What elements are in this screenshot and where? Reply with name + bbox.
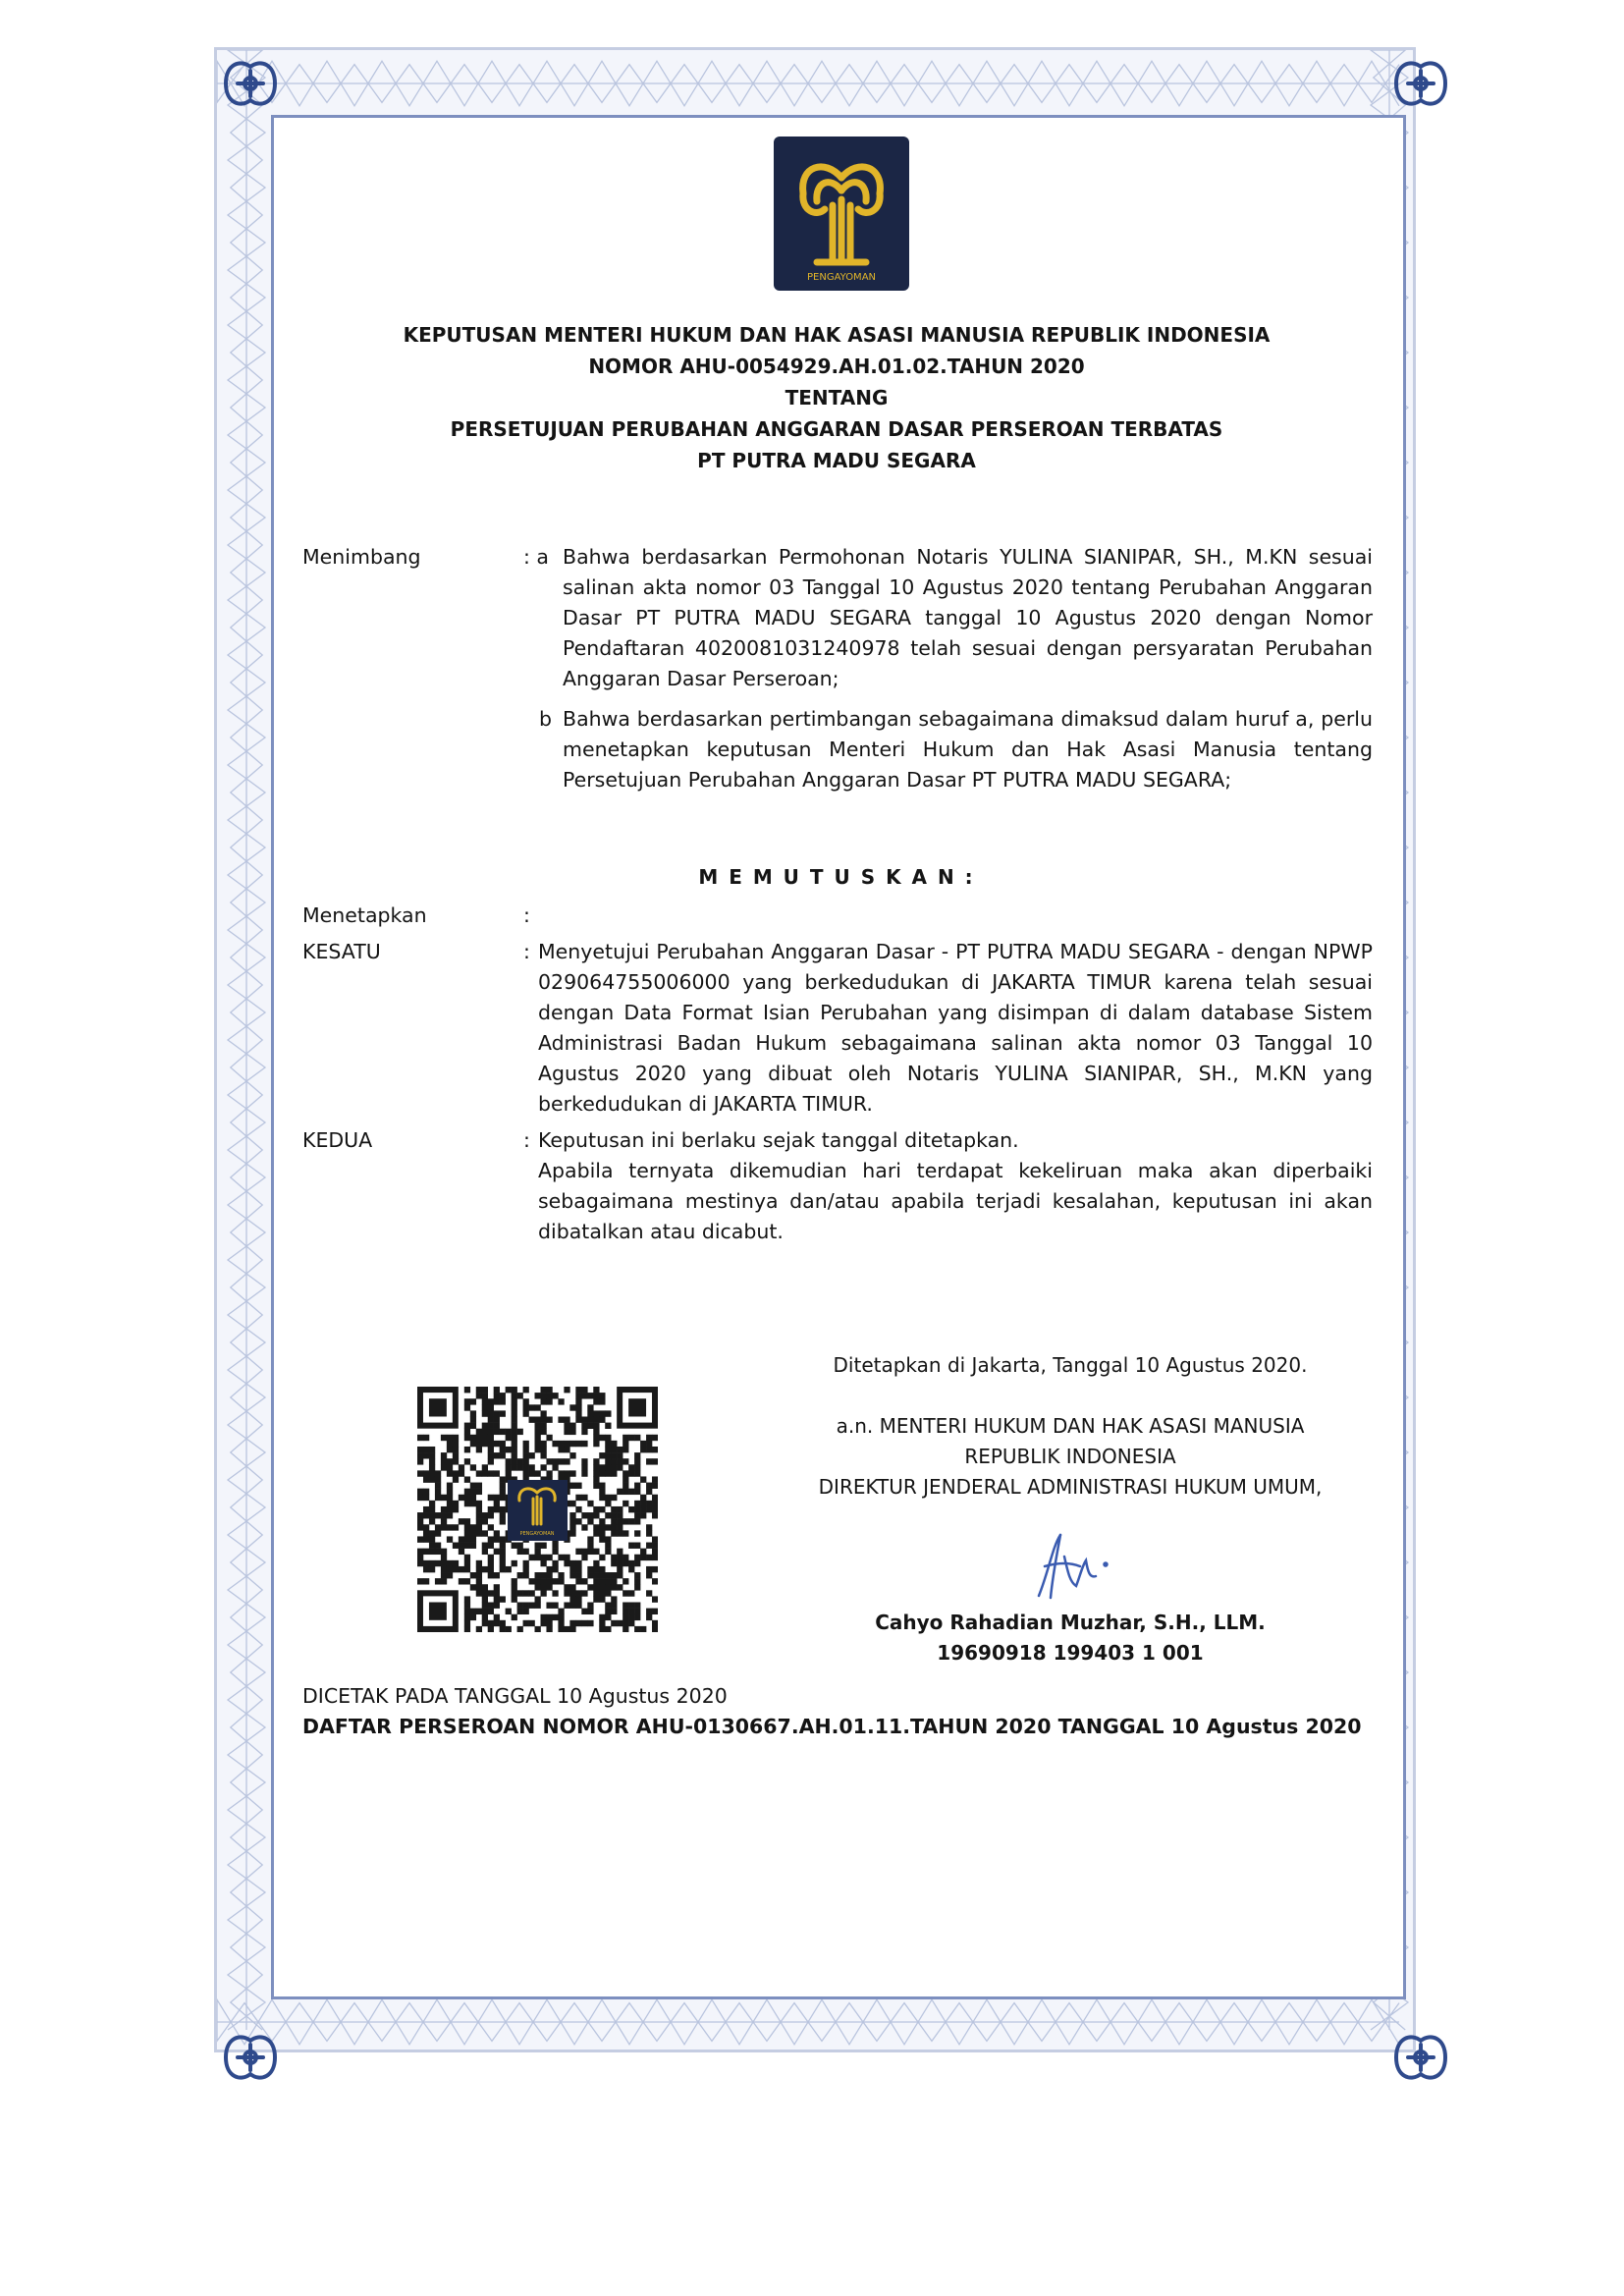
signatory-nip: 19690918 199403 1 001	[937, 1641, 1204, 1665]
decree-title: KEPUTUSAN MENTERI HUKUM DAN HAK ASASI MANUSIA REPUBLIK INDONESIA	[403, 323, 1271, 347]
menimbang-letter-b: b	[539, 707, 553, 731]
company-name: PT PUTRA MADU SEGARA	[697, 449, 976, 472]
printed-date: DICETAK PADA TANGGAL 10 Agustus 2020	[302, 1684, 728, 1708]
company-register-number: DAFTAR PERSEROAN NOMOR AHU-0130667.AH.01.11.TAHUN 2020 TANGGAL 10 Agustus 2020	[302, 1715, 1362, 1738]
signatory-name: Cahyo Rahadian Muzhar, S.H., LLM.	[875, 1611, 1266, 1634]
kesatu-label: KESATU	[302, 940, 381, 963]
memutuskan-heading: M E M U T U S K A N :	[698, 865, 975, 889]
kedua-label: KEDUA	[302, 1128, 373, 1152]
signing-date: Ditetapkan di Jakarta, Tanggal 10 Agustus 2020.	[833, 1353, 1308, 1377]
corner-ornament-icon	[1386, 2023, 1455, 2092]
on-behalf-line-3: DIREKTUR JENDERAL ADMINISTRASI HUKUM UMUM,	[818, 1475, 1323, 1499]
on-behalf-line-1: a.n. MENTERI HUKUM DAN HAK ASASI MANUSIA	[836, 1414, 1305, 1438]
on-behalf-line-2: REPUBLIK INDONESIA	[964, 1445, 1176, 1468]
kesatu-colon: :	[523, 940, 530, 963]
corner-ornament-icon	[1386, 49, 1455, 118]
pengayoman-emblem-icon	[774, 137, 909, 291]
menetapkan-colon: :	[523, 903, 530, 927]
menimbang-point-a: Bahwa berdasarkan Permohonan Notaris YULINA SIANIPAR, SH., M.KN sesuai salinan akta nomor 03 Tanggal 10 Agustus 2020 tentang Perubahan Anggaran Dasar PT PUTRA MADU SEGARA tanggal 10 Agustus 2020 dengan Nomor Pendaftaran 4020081031240978 telah sesuai dengan persyaratan Perubahan Anggaran Dasar Perseroan;	[563, 545, 1373, 690]
kedua-colon: :	[523, 1128, 530, 1152]
menimbang-colon-a: : a	[523, 545, 549, 569]
corner-ornament-icon	[216, 49, 285, 118]
menimbang-label: Menimbang	[302, 545, 421, 569]
kedua-text-1: Keputusan ini berlaku sejak tanggal ditetapkan.	[538, 1128, 1019, 1152]
kesatu-text: Menyetujui Perubahan Anggaran Dasar - PT PUTRA MADU SEGARA - dengan NPWP 029064755006000 yang berkedudukan di JAKARTA TIMUR karena telah sesuai dengan Data Format Isian Perubahan yang disimpan di dalam database Sistem Administrasi Badan Hukum sebagaimana salinan akta nomor 03 Tanggal 10 Agustus 2020 yang dibuat oleh Notaris YULINA SIANIPAR, SH., M.KN yang berkedudukan di JAKARTA TIMUR.	[538, 940, 1373, 1116]
decree-number: NOMOR AHU-0054929.AH.01.02.TAHUN 2020	[588, 355, 1085, 378]
decree-subject: PERSETUJUAN PERUBAHAN ANGGARAN DASAR PERSEROAN TERBATAS	[450, 417, 1223, 441]
qr-code-icon	[417, 1387, 658, 1632]
corner-ornament-icon	[216, 2023, 285, 2092]
menetapkan-label: Menetapkan	[302, 903, 427, 927]
menimbang-point-b: Bahwa berdasarkan pertimbangan sebagaimana dimaksud dalam huruf a, perlu menetapkan keputusan Menteri Hukum dan Hak Asasi Manusia tentang Persetujuan Perubahan Anggaran Dasar PT PUTRA MADU SEGARA;	[563, 707, 1373, 792]
decree-tentang: TENTANG	[785, 386, 889, 410]
kedua-text-2: Apabila ternyata dikemudian hari terdapat kekeliruan maka akan diperbaiki sebagaimana mestinya dan/atau apabila terjadi kesalahan, keputusan ini akan dibatalkan atau dicabut.	[538, 1159, 1373, 1243]
svg-text:PENGAYOMAN: PENGAYOMAN	[519, 1531, 555, 1537]
handwritten-signature	[1031, 1527, 1119, 1601]
svg-text:PENGAYOMAN: PENGAYOMAN	[806, 272, 877, 283]
